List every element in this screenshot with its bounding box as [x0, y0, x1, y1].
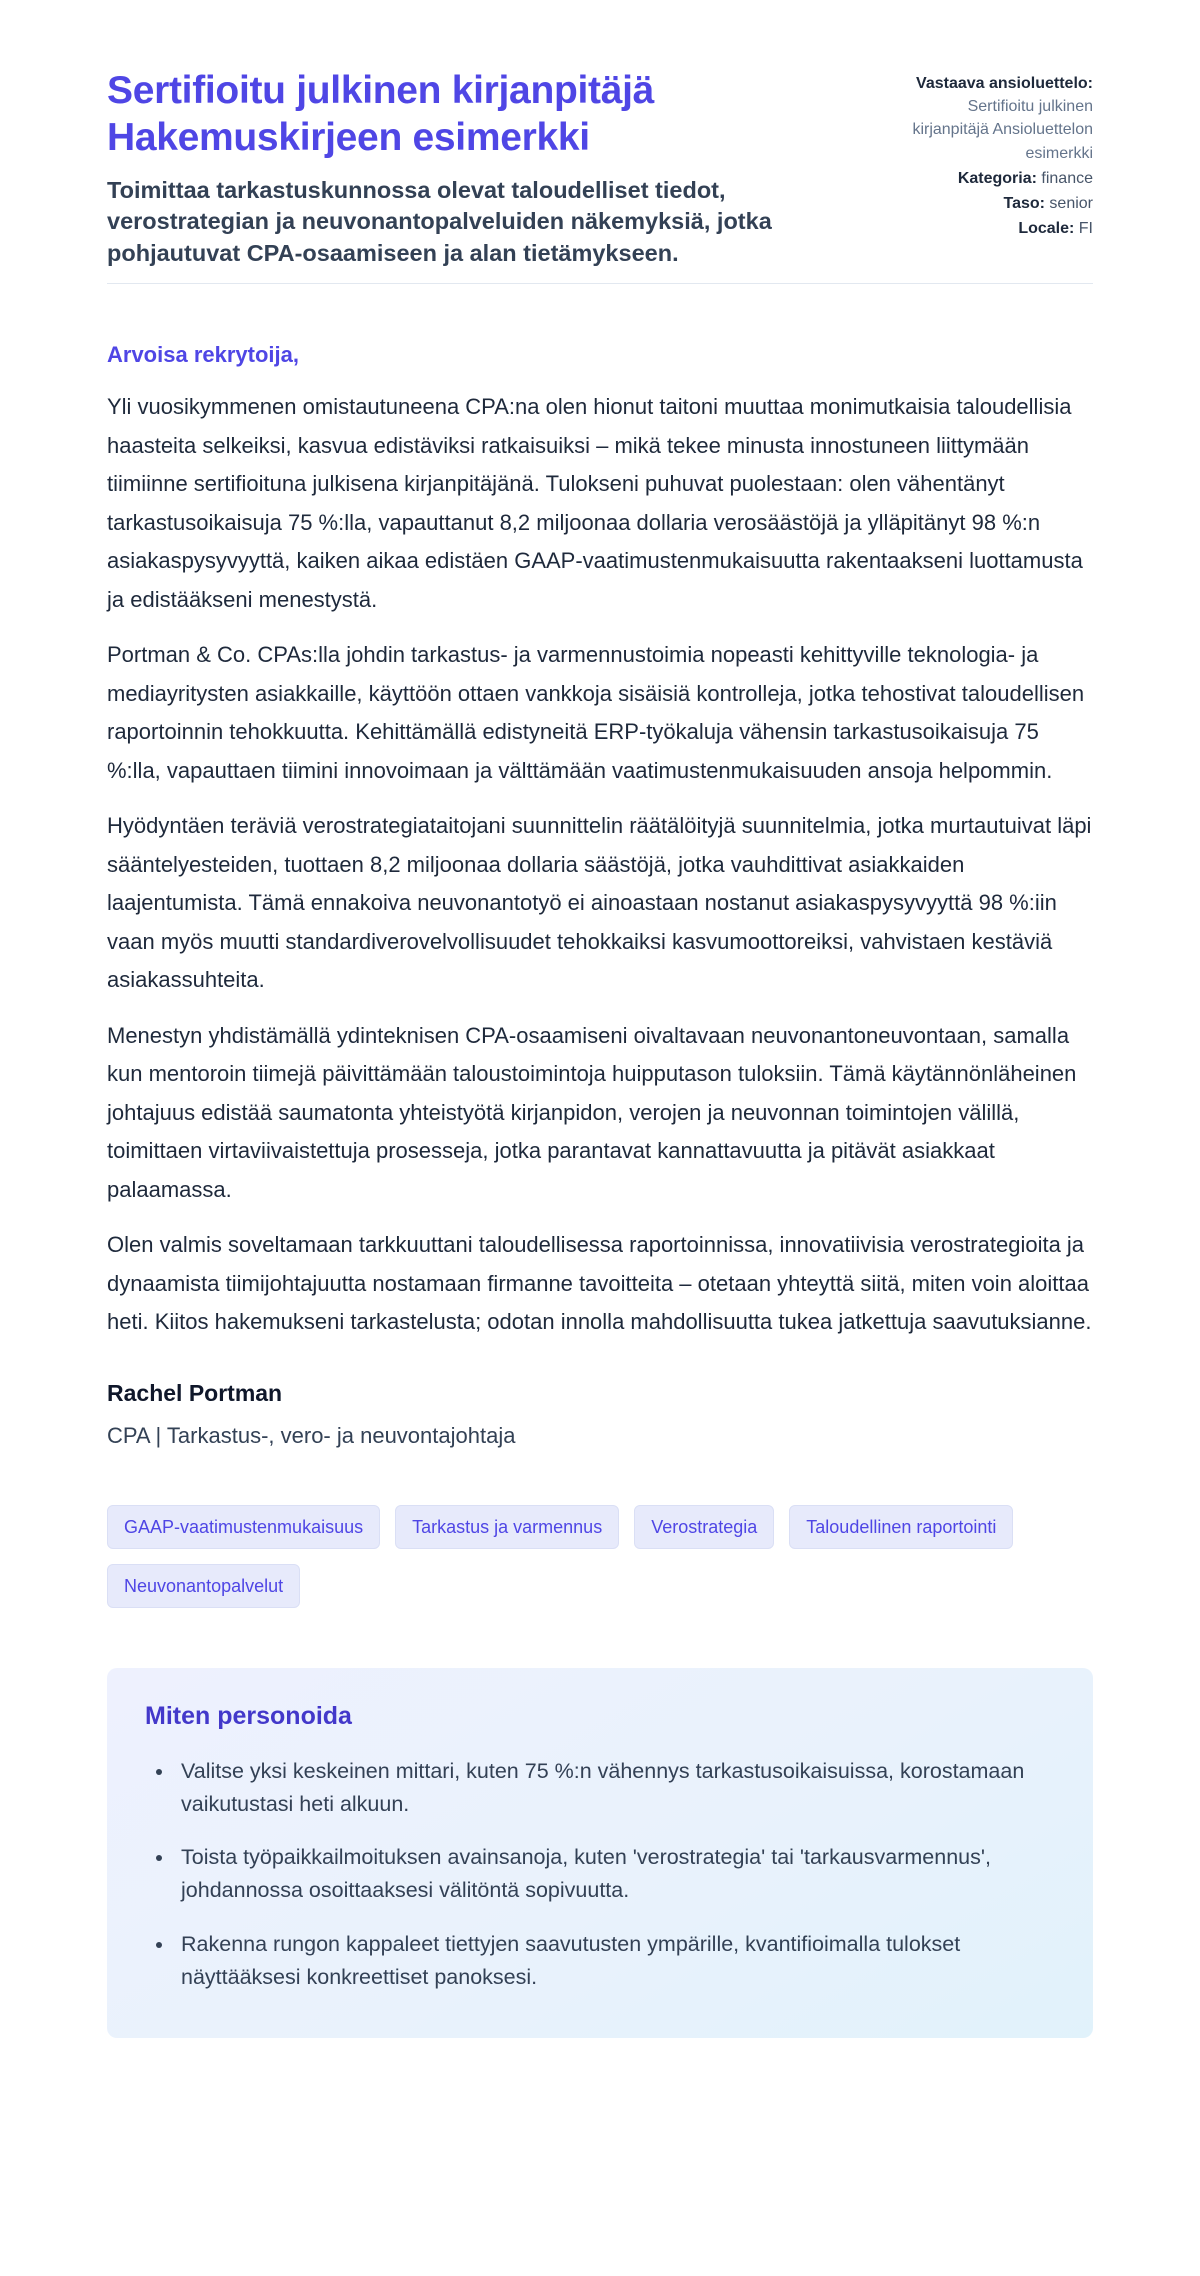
signature-name: Rachel Portman — [107, 1379, 283, 1406]
meta-resume-link[interactable]: Sertifioitu julkinen kirjanpitäjä Ansioluettelon esimerkki — [912, 98, 1093, 162]
letter-salutation: Arvoisa rekrytoija, — [107, 342, 299, 368]
meta-level-label: Taso: — [1003, 194, 1045, 212]
meta-level-value: senior — [1049, 194, 1093, 212]
signature-title: CPA | Tarkastus-, vero- ja neuvontajohtaja — [107, 1422, 516, 1448]
header-title-block — [107, 68, 831, 269]
meta-category-value: finance — [1041, 169, 1093, 187]
tag-chip-tax-strategy: Verostrategia — [634, 1505, 774, 1549]
tip-item-2: • Toista työpaikkailmoituksen avainsanoja, kuten 'verostrategia' tai 'tarkausvarmennus', johdannossa osoittaaksesi välitöntä sopivuutta. — [175, 1841, 1055, 1908]
letter-paragraph-1: Yli vuosikymmenen omistautuneena CPA:na olen hionut taitoni muuttaa monimutkaisia taloudellisia haasteita selkeiksi, kasvua edistäviksi ratkaisuiksi – mikä tekee minusta innostuneen liittymään tiimiinne sertifioituna julkisena kirjanpitäjänä. Tulokseni puhuvat puolestaan: olen vähentänyt tarkastusoikaisuja 75 %:lla, vapauttanut 8,2 miljoonaa dollaria verosäästöjä ja ylläpitänyt 98 %:n asiakaspysyvyyttä, kaiken aikaa edistäen GAAP-vaatimustenmukaisuutta rakentaakseni luottamusta ja edistääkseni menestystä. — [107, 394, 1083, 612]
letter-paragraph-3: Hyödyntäen teräviä verostrategiataitojani suunnittelin räätälöityjä suunnitelmia, jotka murtautuivat läpi sääntelyesteiden, tuottaen 8,2 miljoonaa dollaria säästöjä, jotka vauhdittivat asiakkaiden laajentumista. Tämä ennakoiva neuvonantotyö ei ainoastaan nostanut asiakaspysyvyyttä 98 %:iin vaan myös muutti standardiverovelvollisuudet tehokkaiksi kasvumoottoreiksi, vahvistaen kestäviä asiakassuhteita. — [107, 813, 1092, 993]
meta-resume-label: Vastaava ansioluettelo: — [916, 75, 1093, 92]
tip-item-3: • Rakenna rungon kappaleet tiettyjen saavutusten ympärille, kvantifioimalla tulokset näyttääksesi konkreettiset panoksesi. — [175, 1928, 1055, 1995]
meta-locale-value: FI — [1078, 220, 1093, 238]
page-container — [107, 0, 1093, 2038]
tag-chip-financial-reporting: Taloudellinen raportointi — [789, 1505, 1013, 1549]
tag-list — [107, 1505, 1093, 1608]
letter-paragraph-5: Olen valmis soveltamaan tarkkuuttani taloudellisessa raportoinnissa, innovatiivisia verostrategioita ja dynaamista tiimijohtajuutta nostamaan firmanne tavoitteita – otetaan yhteyttä siitä, miten voin aloittaa heti. Kiitos hakemukseni tarkastelusta; odotan innolla mahdollisuutta tukea jatkettuja saavutuksianne. — [107, 1232, 1092, 1335]
meta-resume-row — [888, 72, 1093, 165]
meta-category-row — [888, 167, 1093, 190]
tag-chip-advisory: Neuvonantopalvelut — [107, 1564, 300, 1608]
tip-item-1: • Valitse yksi keskeinen mittari, kuten 75 %:n vähennys tarkastusoikaisuissa, korostamaan vaikutustasi heti alkuun. — [175, 1755, 1055, 1822]
letter-paragraph-4: Menestyn yhdistämällä ydinteknisen CPA-osaamiseni oivaltavaan neuvonantoneuvontaan, samalla kun mentoroin tiimejä päivittämään taloustoimintoja huipputason tuloksiin. Tämä käytännönläheinen johtajuus edistää saumatonta yhteistyötä kirjanpidon, verojen ja neuvonnan toimintojen välillä, toimittaen virtaviivaistettuja prosesseja, jotka parantavat kannattavuutta ja pitävät asiakkaat palaamassa. — [107, 1022, 1077, 1202]
tips-title: Miten personoida — [145, 1701, 352, 1730]
personalization-tips-card — [107, 1668, 1093, 2039]
meta-category-label: Kategoria: — [957, 169, 1037, 187]
cover-letter-body — [107, 284, 1093, 1449]
tips-list — [145, 1755, 1055, 1995]
letter-paragraph-2: Portman & Co. CPAs:lla johdin tarkastus- ja varmennustoimia nopeasti kehittyville teknologia- ja mediayritysten asiakkaille, käyttöön ottaen vankkoja sisäisiä kontrolleja, jotka tehostivat taloudellisen raportoinnin tehokkuutta. Kehittämällä edistyneitä ERP-työkaluja vähensin tarkastusoikaisuja 75 %:lla, vapauttaen tiimini innovoimaan ja välttämään vaatimustenmukaisuuden ansoja helpommin. — [107, 642, 1085, 783]
tag-chip-audit: Tarkastus ja varmennus — [395, 1505, 619, 1549]
meta-locale-row — [888, 217, 1093, 240]
page-subtitle: Toimittaa tarkastuskunnossa olevat taloudelliset tiedot, verostrategian ja neuvonantopalveluiden näkemyksiä, jotka pohjautuvat CPA-osaamiseen ja alan tietämykseen. — [107, 176, 772, 266]
page-title: Sertifioitu julkinen kirjanpitäjä Hakemuskirjeen esimerkki — [107, 69, 655, 159]
meta-panel — [888, 68, 1093, 269]
meta-level-row — [888, 192, 1093, 215]
page-header — [107, 68, 1093, 284]
tag-chip-gaap: GAAP-vaatimustenmukaisuus — [107, 1505, 380, 1549]
meta-locale-label: Locale: — [1018, 220, 1075, 238]
